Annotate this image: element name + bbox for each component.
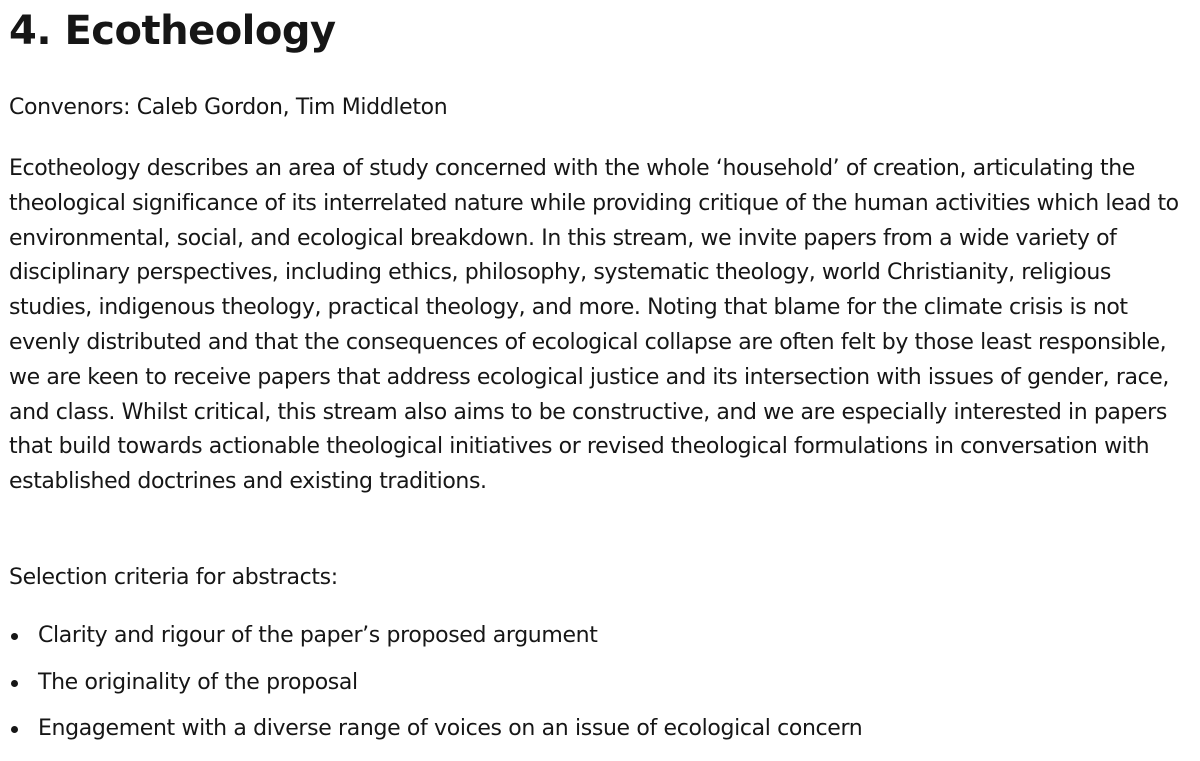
- convenors-line: Convenors: Caleb Gordon, Tim Middleton: [9, 95, 448, 120]
- criteria-list: [9, 620, 862, 760]
- criteria-item-text: Clarity and rigour of the paper’s proposed argument: [38, 623, 598, 648]
- criteria-heading: Selection criteria for abstracts:: [9, 565, 338, 590]
- list-item: [9, 667, 862, 714]
- section-title: 4. Ecotheology: [9, 8, 336, 54]
- stream-description: Ecotheology describes an area of study concerned with the whole ‘household’ of creation, articulating the theological significance of its interrelated nature while providing critique of the human activities which lead to environmental, social, and ecological breakdown. In this stream, we invite papers from a wide variety of disciplinary perspectives, including ethics, philosophy, systematic theology, world Christianity, religious studies, indigenous theology, practical theology, and more. Noting that blame for the climate crisis is not evenly distributed and that the consequences of ecological collapse are often felt by those least responsible, we are keen to receive papers that address ecological justice and its intersection with issues of gender, race, and class. Whilst critical, this stream also aims to be constructive, and we are especially interested in papers that build towards actionable theological initiatives or revised theological formulations in conversation with established doctrines and existing traditions.: [9, 156, 1179, 495]
- bullet-icon: [11, 680, 18, 687]
- bullet-icon: [11, 726, 18, 733]
- criteria-item-text: The originality of the proposal: [38, 669, 358, 695]
- list-item: [9, 620, 862, 667]
- bullet-icon: [11, 633, 18, 640]
- list-item: [9, 713, 862, 760]
- criteria-item-text: Engagement with a diverse range of voices on an issue of ecological concern: [38, 716, 863, 741]
